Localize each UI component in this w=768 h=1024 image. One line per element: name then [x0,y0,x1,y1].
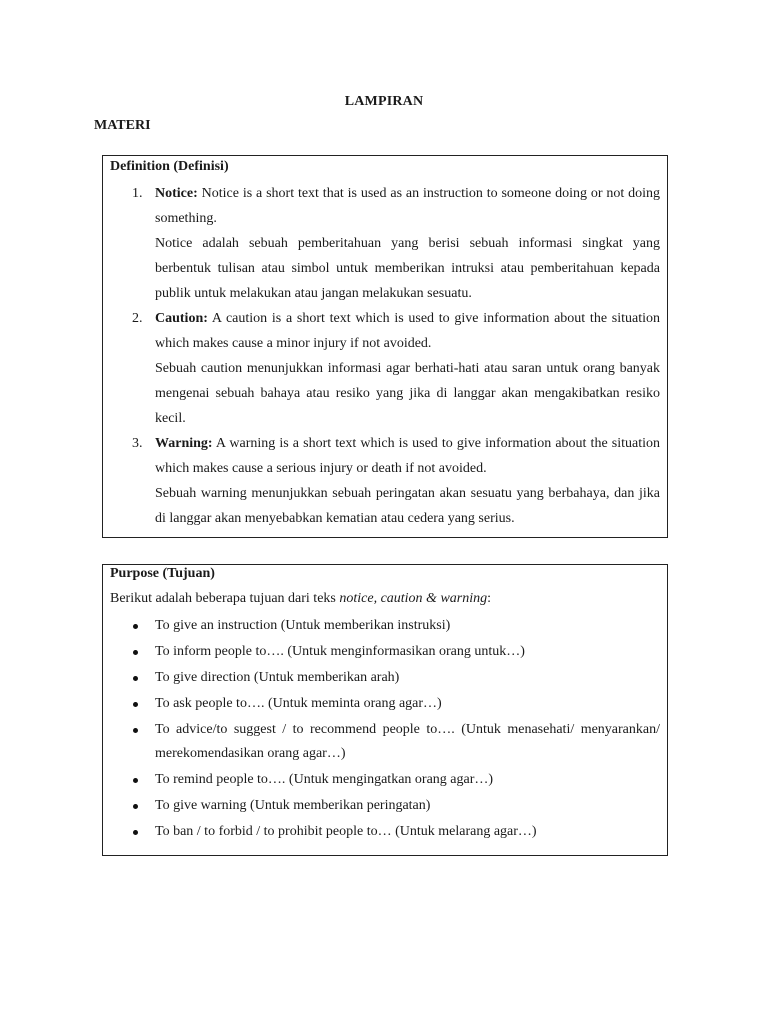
purpose-item-text: To give warning (Untuk memberikan peringatan) [155,798,431,813]
definition-english [155,431,660,481]
definition-indonesian: Sebuah warning menunjukkan sebuah peringatan akan sesuatu yang berbahaya, dan jika di langgar akan menyebabkan kematian atau cedera yang serius. [155,486,660,526]
purpose-item-text: To ask people to…. (Untuk meminta orang agar…) [155,696,442,711]
definition-indonesian: Notice adalah sebuah pemberitahuan yang berisi sebuah informasi singkat yang berbentuk tulisan atau simbol untuk memberikan intruksi atau pemberitahuan kepada publik untuk melakukan atau jangan melakukan sesuatu. [155,236,660,301]
bullet-icon [133,830,138,835]
purpose-item [103,768,667,792]
purpose-item-text: To remind people to…. (Untuk mengingatkan orang agar…) [155,772,494,787]
purpose-intro-italic: notice, caution & warning [339,591,488,606]
item-number: 1. [132,186,143,201]
purpose-item-text: To ban / to forbid / to prohibit people to… (Untuk melarang agar…) [155,824,537,839]
purpose-list [103,614,667,846]
bullet-icon [133,624,138,629]
purpose-item [103,794,667,818]
bullet-icon [133,804,138,809]
purpose-item [103,820,667,844]
item-number: 3. [132,436,143,451]
definition-english [155,306,660,356]
bullet-icon [133,702,138,707]
bullet-icon [133,676,138,681]
purpose-box [102,564,668,856]
purpose-item [103,692,667,716]
purpose-intro-prefix: Berikut adalah beberapa tujuan dari teks [110,591,340,606]
purpose-item [103,718,667,766]
bullet-icon [133,778,138,783]
purpose-intro-suffix: : [487,591,492,606]
definition-english-text: Notice is a short text that is used as an instruction to someone doing or not doing something. [155,186,661,226]
definition-term: Caution: [155,311,208,326]
definition-indonesian: Sebuah caution menunjukkan informasi agar berhati-hati atau saran untuk orang banyak mengenai sebuah bahaya atau resiko yang jika di langgar akan mengakibatkan resiko kecil. [155,361,660,426]
purpose-item-text: To give direction (Untuk memberikan arah) [155,670,400,685]
definition-heading: Definition (Definisi) [110,159,229,174]
purpose-item [103,666,667,690]
definition-english-text: A warning is a short text which is used to give information about the situation which makes cause a serious injury or death if not avoided. [155,436,660,476]
purpose-item-text: To give an instruction (Untuk memberikan instruksi) [155,618,451,633]
definition-english-text: A caution is a short text which is used to give information about the situation which makes cause a minor injury if not avoided. [155,311,660,351]
document-title: LAMPIRAN [344,94,424,109]
definition-term: Notice: [155,186,198,201]
purpose-item [103,614,667,638]
purpose-heading: Purpose (Tujuan) [110,566,215,581]
item-number: 2. [132,311,143,326]
bullet-icon [133,728,138,733]
bullet-icon [133,650,138,655]
purpose-item-text: To inform people to…. (Untuk menginformasikan orang untuk…) [155,644,525,659]
definition-list [103,181,667,531]
purpose-item [103,640,667,664]
definition-box [102,155,668,538]
definition-item-warning [103,431,667,531]
definition-term: Warning: [155,436,213,451]
purpose-intro [110,589,491,609]
definition-english [155,181,660,231]
definition-item-notice [103,181,667,306]
definition-item-caution [103,306,667,431]
section-heading: MATERI [94,118,151,133]
purpose-item-text: To advice/to suggest / to recommend people to…. (Untuk menasehati/ menyarankan/ merekomendasikan orang agar…) [155,722,660,761]
